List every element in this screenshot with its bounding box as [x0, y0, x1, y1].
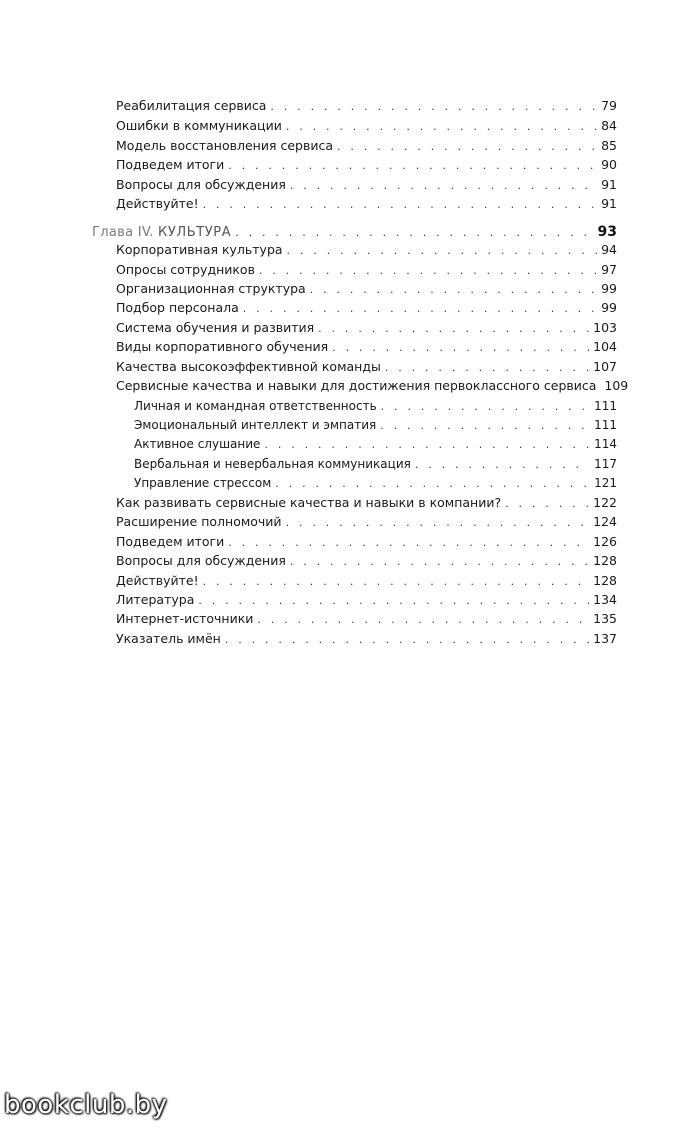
toc-entry-page: 122	[593, 495, 617, 510]
toc-entry-title: Виды корпоративного обучения	[116, 339, 329, 354]
toc-entry-title: Вопросы для обсуждения	[116, 553, 286, 568]
toc-entry-page: 134	[593, 592, 617, 607]
toc-entry-title: Модель восстановления сервиса	[116, 138, 333, 153]
toc-entry-title: Подведем итоги	[116, 534, 225, 549]
toc-entry	[116, 157, 617, 174]
toc-entry-title: Корпоративная культура	[116, 242, 283, 257]
dot-leader	[198, 593, 589, 609]
toc-entry-title: Расширение полномочий	[116, 514, 282, 529]
toc-entry-title: Организационная структура	[116, 281, 306, 296]
dot-leader	[235, 225, 593, 241]
toc-entry-title: Личная и командная ответственность	[134, 399, 377, 413]
dot-leader	[385, 360, 589, 376]
dot-leader	[286, 515, 590, 531]
dot-leader	[203, 574, 590, 590]
toc-entry-title: Как развивать сервисные качества и навыки в компании?	[116, 495, 502, 510]
toc-entry	[116, 339, 617, 356]
dot-leader	[264, 437, 590, 453]
dot-leader	[380, 418, 590, 434]
toc-entry	[116, 631, 617, 648]
toc-entry-page: 97	[601, 262, 617, 277]
toc-entry-page: 126	[593, 534, 617, 549]
chapter-heading	[92, 224, 617, 241]
toc-entry-page: 121	[594, 476, 617, 490]
toc-entry-page: 91	[601, 196, 617, 211]
toc-entry-page: 104	[593, 339, 617, 354]
chapter-label: Глава IV.	[92, 225, 154, 240]
toc-entry-title: Подведем итоги	[116, 157, 225, 172]
toc-entry	[116, 118, 617, 135]
toc-entry-title: Эмоциональный интеллект и эмпатия	[134, 418, 377, 432]
toc-entry	[116, 177, 617, 194]
toc-entry-title: Интернет-источники	[116, 611, 254, 626]
toc-entry-title: Опросы сотрудников	[116, 262, 255, 277]
toc-entry-title: Вопросы для обсуждения	[116, 177, 286, 192]
toc-entry	[116, 553, 617, 570]
toc-subentry	[134, 398, 617, 415]
toc-subentry	[134, 475, 617, 492]
toc-entry	[116, 573, 617, 590]
toc-entry-title: Управление стрессом	[134, 476, 272, 490]
toc-entry	[116, 495, 617, 512]
watermark: bookclub.by	[4, 1090, 168, 1120]
toc-entry-page: 79	[601, 98, 617, 113]
toc-entry-page: 109	[604, 378, 629, 393]
toc-entry	[116, 320, 617, 337]
toc-entry-title: Качества высокоэффективной команды	[116, 359, 381, 374]
toc-entry-page: 128	[593, 573, 617, 588]
toc-entry-page: 111	[594, 399, 617, 413]
toc-entry-page: 90	[601, 157, 617, 172]
toc-entry-page: 103	[593, 320, 617, 335]
toc-entry	[116, 378, 629, 395]
toc-entry-title: Подбор персонала	[116, 300, 239, 315]
dot-leader	[290, 554, 589, 570]
toc-entry-title: Действуйте!	[116, 196, 199, 211]
toc-entry-title: Вербальная и невербальная коммуникация	[134, 457, 411, 471]
toc-entry-page: 99	[601, 281, 617, 296]
toc-entry-page: 124	[593, 514, 617, 529]
toc-entry	[116, 300, 617, 317]
toc-entry-title: Литература	[116, 592, 195, 607]
toc-entry-page: 107	[593, 359, 617, 374]
toc-entry	[116, 262, 617, 279]
toc-entry	[116, 514, 617, 531]
dot-leader	[259, 263, 597, 279]
toc-entry	[116, 611, 617, 628]
toc-entry-page: 91	[601, 177, 617, 192]
toc-entry	[116, 242, 617, 259]
dot-leader	[270, 99, 597, 115]
toc-subentry	[134, 456, 617, 473]
dot-leader	[381, 399, 590, 415]
dot-leader	[286, 119, 597, 135]
toc-entry	[116, 359, 617, 376]
chapter-name: КУЛЬТУРА	[158, 225, 232, 240]
dot-leader	[275, 476, 590, 492]
toc-entry	[116, 534, 617, 551]
toc-entry	[116, 196, 617, 213]
dot-leader	[318, 321, 589, 337]
toc-entry-page: 117	[594, 457, 617, 471]
dot-leader	[332, 340, 589, 356]
dot-leader	[225, 632, 589, 648]
dot-leader	[337, 139, 597, 155]
toc-entry-title: Активное слушание	[134, 437, 261, 451]
toc-entry	[116, 138, 617, 155]
dot-leader	[505, 496, 589, 512]
dot-leader	[228, 535, 589, 551]
toc-entry-title: Сервисные качества и навыки для достижения первоклассного сервиса	[116, 378, 597, 393]
chapter-page: 93	[597, 224, 617, 240]
toc-entry-title: Действуйте!	[116, 573, 199, 588]
toc-entry-title: Указатель имён	[116, 631, 221, 646]
dot-leader	[228, 158, 597, 174]
toc-entry	[116, 592, 617, 609]
dot-leader	[310, 282, 597, 298]
toc-entry-page: 137	[593, 631, 617, 646]
chapter-title	[92, 225, 231, 241]
dot-leader	[415, 457, 590, 473]
dot-leader	[290, 178, 597, 194]
toc-entry-page: 99	[601, 300, 617, 315]
dot-leader	[287, 243, 598, 259]
toc-entry	[116, 281, 617, 298]
toc-entry-page: 94	[601, 242, 617, 257]
toc-entry	[116, 98, 617, 115]
toc-subentry	[134, 436, 617, 453]
toc-entry-page: 85	[601, 138, 617, 153]
dot-leader	[243, 301, 597, 317]
toc-entry-title: Ошибки в коммуникации	[116, 118, 282, 133]
toc-entry-title: Реабилитация сервиса	[116, 98, 267, 113]
toc-entry-page: 111	[594, 418, 617, 432]
toc-entry-page: 114	[594, 437, 617, 451]
dot-leader	[203, 197, 597, 213]
toc-entry-page: 84	[601, 118, 617, 133]
toc-subentry	[134, 417, 617, 434]
toc-entry-page: 128	[593, 553, 617, 568]
toc-entry-page: 135	[593, 611, 617, 626]
dot-leader	[257, 612, 589, 628]
toc-entry-title: Система обучения и развития	[116, 320, 315, 335]
